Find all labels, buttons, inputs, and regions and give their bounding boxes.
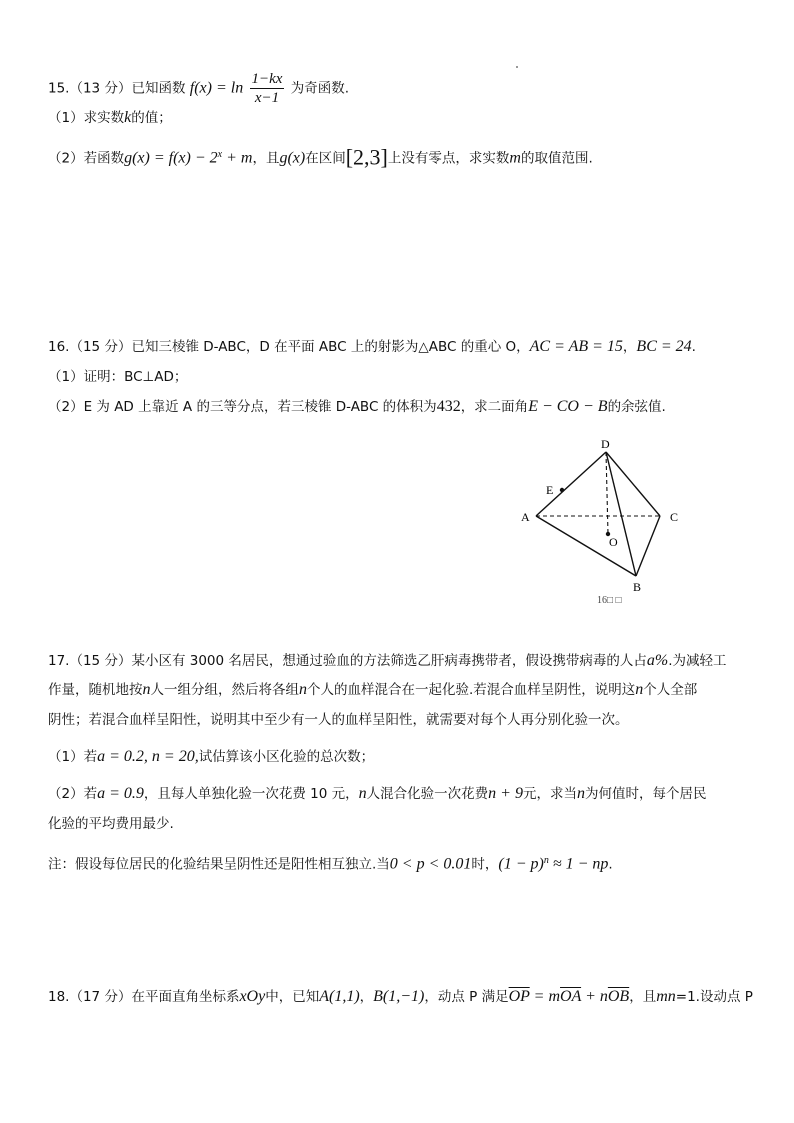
- q16-part2: （2）E 为 AD 上靠近 A 的三等分点，若三棱锥 D-ABC 的体积为432，求二面角E − CO − B的余弦值.: [48, 398, 666, 415]
- q15-head: 15.（13 分）已知函数: [48, 80, 186, 97]
- q15-tail: 为奇函数.: [290, 80, 350, 97]
- q15-part2: （2）若函数$g(x) = f(x) - 2^x + m$，且g(x)在区间[2,3]上没有零点，求实数m的取值范围.: [48, 144, 593, 170]
- label-D: D: [601, 437, 610, 451]
- label-O: O: [609, 535, 618, 549]
- q17-part2-line2: 化验的平均费用最少.: [48, 816, 174, 832]
- figure-caption: 16□ □: [597, 595, 622, 606]
- q15-frac-den: x−1: [254, 90, 280, 106]
- q16-statement: 16.（15 分）已知三棱锥 D-ABC，D 在平面 ABC 上的射影为△ABC 的重心 O，AC = AB = 15，BC = 24.: [48, 338, 696, 355]
- q17-line2: 作量，随机地按n人一组分组，然后将各组n个人的血样混合在一起化验.若混合血样呈阴性，说明这n个人全部: [48, 681, 698, 698]
- q17-part1: （1）若a = 0.2, n = 20,试估算该小区化验的总次数；: [48, 748, 375, 765]
- q17-note: 注：假设每位居民的化验结果呈阴性还是阳性相互独立.当0 < p < 0.01时，$(1 - p)^n \approx 1$ − np.: [48, 855, 613, 873]
- point-E: [560, 488, 564, 492]
- label-E: E: [546, 483, 554, 497]
- q17-part2-line1: （2）若a = 0.9，且每人单独化验一次花费 10 元，n人混合化验一次花费n + 9元，求当n为何值时，每个居民: [48, 785, 707, 802]
- q15-func: f(x) = ln: [189, 79, 244, 97]
- q17-line1: 17.（15 分）某小区有 3000 名居民，想通过验血的方法筛选乙肝病毒携带者，假设携带病毒的人占a%.为减轻工: [48, 652, 727, 669]
- q17-line3: 阴性；若混合血样呈阳性，说明其中至少有一人的血样呈阳性，就需要对每个人再分别化验一次。: [48, 712, 629, 728]
- label-B: B: [633, 580, 642, 594]
- scan-dot: [516, 66, 518, 68]
- height-DO-hidden: [606, 452, 608, 534]
- q15-part1: （1）求实数k的值；: [48, 109, 172, 126]
- q15-frac-num: 1−kx: [251, 71, 283, 87]
- edge-CB: [636, 516, 660, 576]
- q16-part1: （1）证明：BC⊥AD；: [48, 369, 188, 385]
- q15-fraction: [250, 70, 285, 107]
- q18-statement: 18.（17 分）在平面直角坐标系xOy中，已知A(1,1)，B(1,−1)，动点 P 满足$\overline{OP} = m\overline{OA} + n\overline{OB}$，且mn=1.设动点 P: [48, 988, 753, 1005]
- edge-AB: [536, 516, 636, 576]
- label-A: A: [521, 510, 530, 524]
- q15-statement: [48, 70, 349, 107]
- label-C: C: [670, 510, 679, 524]
- pyramid-figure: [512, 436, 702, 612]
